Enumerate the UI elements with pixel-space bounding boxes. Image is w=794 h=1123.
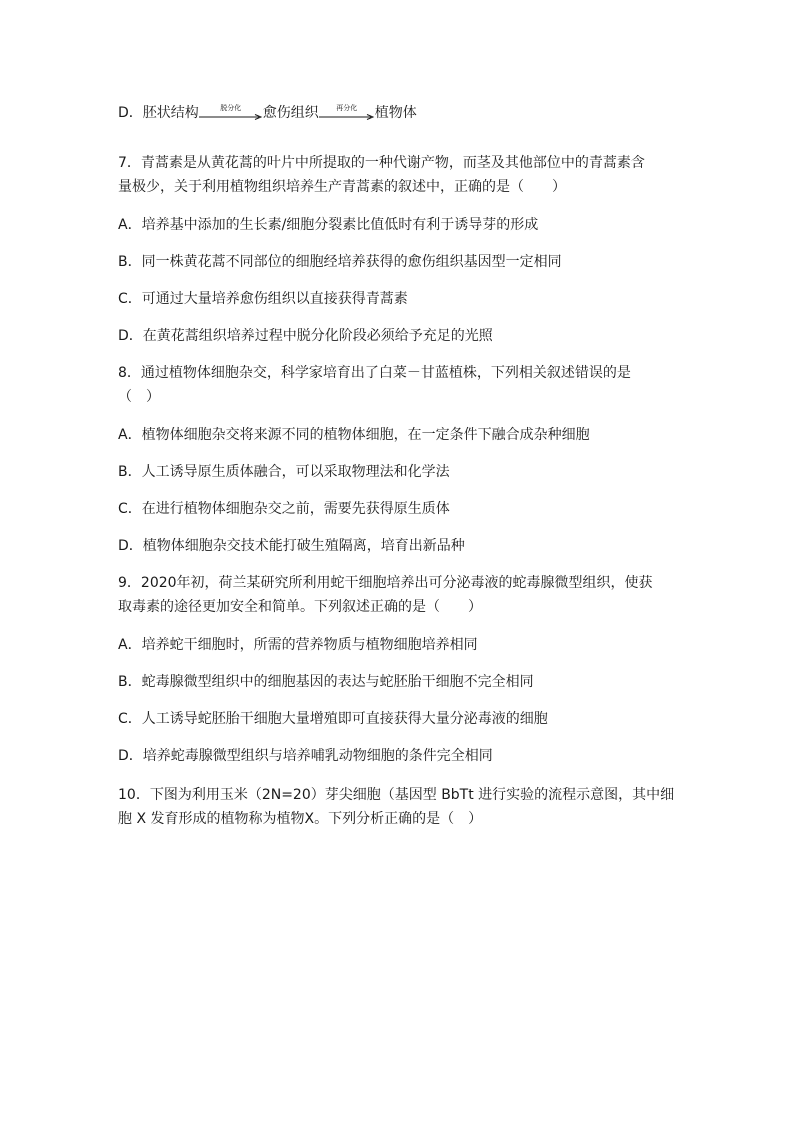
q8-stem-line2: （ ） (118, 389, 160, 405)
q8-option-b: B．人工诱导原生质体融合，可以采取物理法和化学法 (118, 464, 450, 480)
q9-option-d: D．培养蛇毒腺微型组织与培养哺乳动物细胞的条件完全相同 (118, 748, 493, 764)
q10-stem-line2: 胞 X 发育形成的植物称为植物X。下列分析正确的是（ ） (118, 811, 483, 827)
arrow-right-icon (199, 114, 263, 120)
q9-stem-line1: 9．2020年初，荷兰某研究所利用蛇干细胞培养出可分泌毒液的蛇毒腺微型组织，使获 (118, 575, 653, 591)
q7-option-b: B．同一株黄花蒿不同部位的细胞经培养获得的愈伤组织基因型一定相同 (118, 254, 562, 270)
q9-stem-line2: 取毒素的途径更加安全和简单。下列叙述正确的是（ ） (118, 599, 482, 615)
arrow-right-icon (319, 114, 375, 120)
q8-option-c: C．在进行植物体细胞杂交之前，需要先获得原生质体 (118, 501, 450, 517)
q9-option-a: A．培养蛇干细胞时，所需的营养物质与植物细胞培养相同 (118, 637, 478, 653)
q7-option-c: C．可通过大量培养愈伤组织以直接获得青蒿素 (118, 291, 408, 307)
q6-option-d-suffix: 植物体 (374, 105, 417, 121)
q8-option-a: A．植物体细胞杂交将来源不同的植物体细胞，在一定条件下融合成杂种细胞 (118, 427, 590, 443)
flow-arrow-2-label: 再分化 (336, 104, 358, 112)
q6-option-d (118, 104, 678, 122)
q8-option-d: D．植物体细胞杂交技术能打破生殖隔离，培育出新品种 (118, 538, 465, 554)
q9-option-b: B．蛇毒腺微型组织中的细胞基因的表达与蛇胚胎干细胞不完全相同 (118, 674, 534, 690)
q6-option-d-mid: 愈伤组织 (262, 105, 319, 121)
flow-arrow-1-label: 脱分化 (220, 104, 242, 112)
flow-arrow-1 (199, 104, 263, 122)
q9-option-c: C．人工诱导蛇胚胎干细胞大量增殖即可直接获得大量分泌毒液的细胞 (118, 711, 548, 727)
q7-stem-line1: 7．青蒿素是从黄花蒿的叶片中所提取的一种代谢产物，而茎及其他部位中的青蒿素含 (118, 155, 645, 171)
q7-option-a: A．培养基中添加的生长素/细胞分裂素比值低时有利于诱导芽的形成 (118, 217, 539, 233)
q7-stem-line2: 量极少，关于利用植物组织培养生产青蒿素的叙述中，正确的是（ ） (118, 179, 566, 195)
q6-option-d-prefix: D．胚状结构 (118, 105, 199, 121)
q10-stem-line1: 10．下图为利用玉米（2N=20）芽尖细胞（基因型 BbTt 进行实验的流程示意图，其中细 (118, 787, 675, 803)
q8-stem-line1: 8．通过植物体细胞杂交，科学家培育出了白菜－甘蓝植株，下列相关叙述错误的是 (118, 365, 631, 381)
flow-arrow-2 (319, 104, 375, 122)
q7-option-d: D．在黄花蒿组织培养过程中脱分化阶段必须给予充足的光照 (118, 328, 493, 344)
